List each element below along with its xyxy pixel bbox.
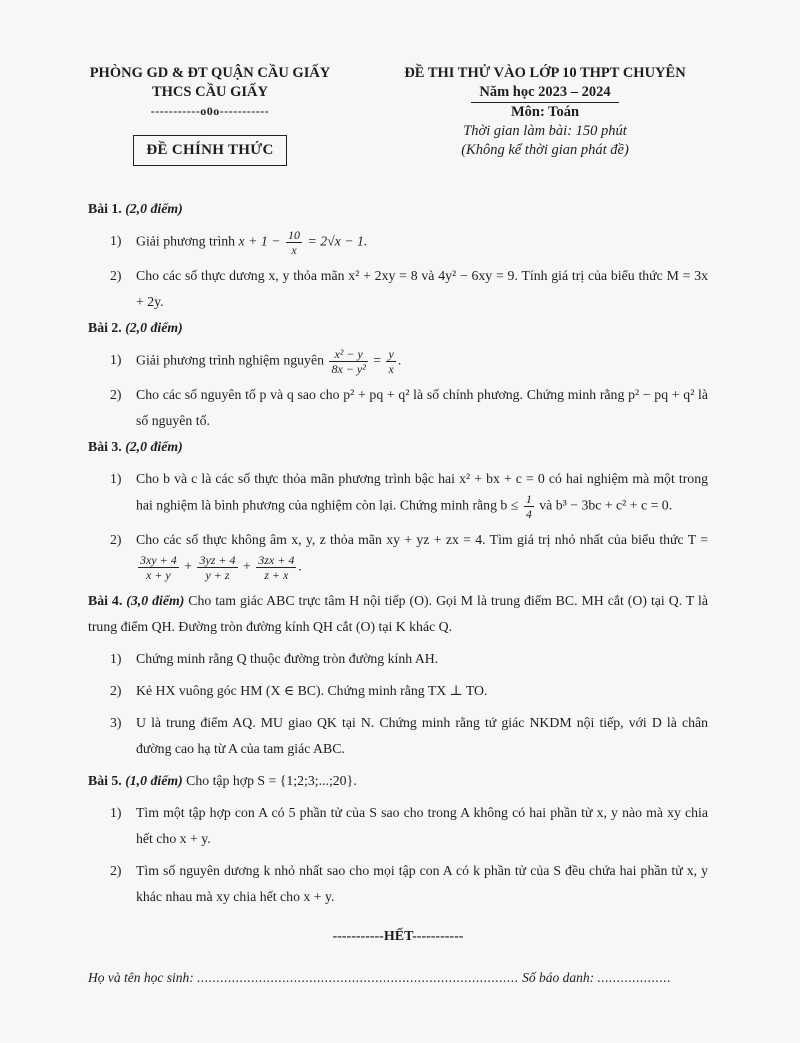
subject: Môn: Toán [510, 104, 580, 120]
problem-5-item-2: 2) Tìm số nguyên dương k nhỏ nhất sao cho mọi tập con A có k phần tử của S đều chứa hai phần tử x, y khác nhau mà xy chia hết cho x + y. [110, 863, 708, 904]
problem-4-item-2: 2) Kẻ HX vuông góc HM (X ∈ BC). Chứng minh rằng TX ⊥ TO. [110, 683, 488, 698]
problem-2-item-1: 1) Giải phương trình nghiệm nguyên $\frac{\text{x² − y}}{\text{8x − y²}}$ = $\frac{y}{x}$ . [110, 347, 402, 376]
problem-5-statement: Bài 5. (1,0 điểm) Cho tập hợp S = {1;2;3;...;20}. [88, 773, 357, 788]
problem-4-item-1: 1) Chứng minh rằng Q thuộc đường tròn đường kính AH. [110, 651, 439, 666]
school-header [70, 64, 350, 166]
problem-1-item-1: 1) Giải phương trình x + 1 − $\frac{10}{x}$ = 2√x − 1. [110, 228, 368, 257]
end-mark: -----------HẾT----------- [332, 929, 464, 944]
problem-3-item-1: 1) Cho b và c là các số thực thỏa mãn phương trình bậc hai x² + bx + c = 0 có hai nghiệm mà một trong hai nghiệm là bình phương của nghiệm còn lại. Chứng minh rằng b ≤ $\frac{1}{4}$ và b³ − 3bc + c² + c = 0. [110, 471, 708, 521]
problem-2-item-2: 2) Cho các số nguyên tố p và q sao cho p² + pq + q² là số chính phương. Chứng minh rằng p² − pq + q² là số nguyên tố. [110, 387, 708, 428]
problem-3-heading: Bài 3. (2,0 điểm) [88, 439, 183, 454]
problem-3-item-2: 2) Cho các số thực không âm x, y, z thỏa mãn xy + yz + zx = 4. Tìm giá trị nhỏ nhất của biểu thức T = $\frac{3xy + 4}{x + y}$ + $\frac{3yz + 4}{y + z}$ + $\frac{3zx + 4}{z + x}$ . [110, 532, 708, 582]
problem-4-item-3: 3) U là trung điểm AQ. MU giao QK tại N. Chứng minh rằng tứ giác NKDM nội tiếp, với D là chân đường cao hạ từ A của tam giác ABC. [110, 715, 708, 756]
student-name-label: Họ và tên học sinh: [88, 970, 194, 985]
school-year: Năm học 2023 – 2024 [471, 83, 618, 103]
time-allowed: Thời gian làm bài: 150 phút [463, 123, 627, 139]
problem-1-item-2: 2) Cho các số thực dương x, y thỏa mãn x² + 2xy = 8 và 4y² − 6xy = 9. Tính giá trị của biểu thức M = 3x + 2y. [110, 268, 708, 309]
candidate-number-label: Số báo danh: [522, 970, 595, 985]
problem-1-heading: Bài 1. (2,0 điểm) [88, 201, 183, 216]
problem-2-heading: Bài 2. (2,0 điểm) [88, 320, 183, 335]
problem-4-statement: Bài 4. (3,0 điểm) Cho tam giác ABC trực tâm H nội tiếp (O). Gọi M là trung điểm BC. MH cắt (O) tại Q. T là trung điểm QH. Đường tròn đường kính QH cắt (O) tại K khác Q. [88, 593, 709, 634]
exam-body [88, 196, 708, 950]
candidate-number-blank: ................... [597, 970, 672, 985]
problem-5-item-1: 1) Tìm một tập hợp con A có 5 phần tử của S sao cho trong A không có hai phần tử x, y nào mà xy chia hết cho x + y. [110, 805, 708, 846]
time-note: (Không kể thời gian phát đề) [461, 142, 629, 158]
official-exam-stamp: ĐỀ CHÍNH THỨC [133, 135, 286, 166]
school-name: THCS CẦU GIẤY [151, 84, 268, 100]
exam-header [380, 64, 710, 160]
student-info-line [88, 970, 708, 986]
header-separator: -----------o0o----------- [150, 104, 270, 118]
student-name-blank: ................................................................................... [197, 970, 519, 985]
plus-sign: + [242, 558, 251, 574]
department-name: PHÒNG GD & ĐT QUẬN CẦU GIẤY [89, 65, 331, 81]
exam-title: ĐỀ THI THỬ VÀO LỚP 10 THPT CHUYÊN [404, 65, 686, 81]
